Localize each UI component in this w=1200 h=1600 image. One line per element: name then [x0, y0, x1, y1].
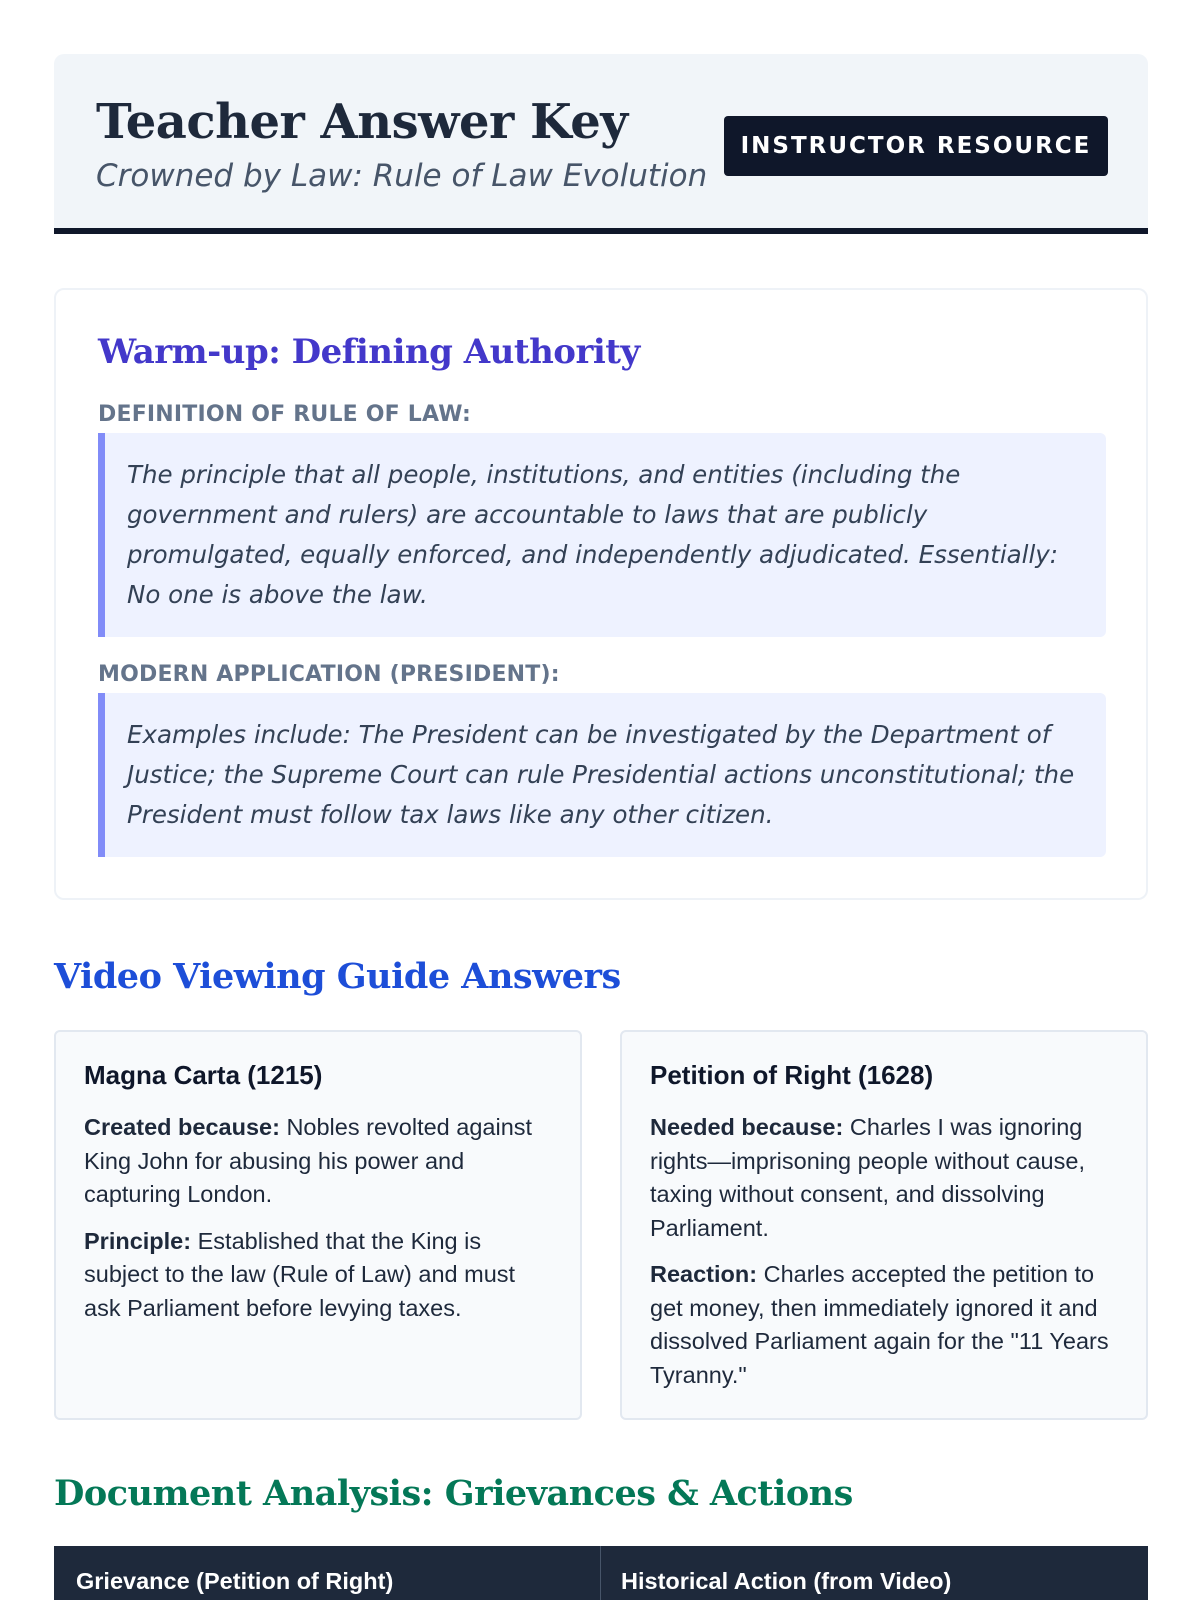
- application-answer: Examples include: The President can be investigated by the Department of Justice; the Supreme Court can rule Presidential actions unconstitutional; the President must follow tax laws like any other citizen.: [98, 693, 1106, 857]
- video-guide-heading: Video Viewing Guide Answers: [54, 956, 621, 997]
- answer-label: Created because:: [84, 1114, 280, 1140]
- definition-label: DEFINITION OF RULE OF LAW:: [98, 402, 472, 427]
- page-subtitle: Crowned by Law: Rule of Law Evolution: [96, 158, 708, 194]
- document-analysis-heading: Document Analysis: Grievances & Actions: [54, 1473, 853, 1514]
- guide-card-title: Petition of Right (1628): [650, 1060, 934, 1090]
- answer-label: Reaction:: [650, 1261, 758, 1287]
- guide-card-magna-carta: [54, 1030, 582, 1420]
- guide-answer: [650, 1111, 1120, 1245]
- definition-answer: The principle that all people, institutions, and entities (including the government and rulers) are accountable to laws that are publicly promulgated, equally enforced, and independently adjudicated. Essentially: No one is above the law.: [98, 433, 1106, 637]
- instructor-resource-badge: INSTRUCTOR RESOURCE: [724, 116, 1108, 176]
- page-header: [54, 54, 1148, 234]
- guide-answer: [84, 1111, 554, 1212]
- answer-text: Nobles revolted against King John for abusing his power and capturing London.: [84, 1114, 533, 1207]
- page-title: Teacher Answer Key: [96, 94, 628, 150]
- grievance-table-header: [54, 1546, 1148, 1600]
- answer-text: Charles accepted the petition to get money, then immediately ignored it and dissolved Parliament again for the "11 Years Tyranny.": [650, 1261, 1109, 1388]
- guide-answer: [84, 1225, 554, 1326]
- answer-text: Established that the King is subject to the law (Rule of Law) and must ask Parliament before levying taxes.: [84, 1227, 516, 1321]
- application-label: MODERN APPLICATION (PRESIDENT):: [98, 662, 560, 687]
- guide-card-title: Magna Carta (1215): [84, 1060, 323, 1090]
- answer-label: Principle:: [84, 1227, 192, 1254]
- warmup-heading: Warm-up: Defining Authority: [98, 332, 640, 372]
- column-header-grievance: Grievance (Petition of Right): [54, 1546, 601, 1600]
- column-header-historical-action: Historical Action (from Video): [621, 1568, 952, 1594]
- answer-label: Needed because:: [650, 1114, 844, 1140]
- answer-text: Charles I was ignoring rights—imprisoning people without cause, taxing without consent, and dissolving Parliament.: [650, 1114, 1085, 1241]
- warmup-section: [54, 288, 1148, 900]
- guide-card-petition-of-right: [620, 1030, 1148, 1420]
- guide-answer: [650, 1258, 1120, 1392]
